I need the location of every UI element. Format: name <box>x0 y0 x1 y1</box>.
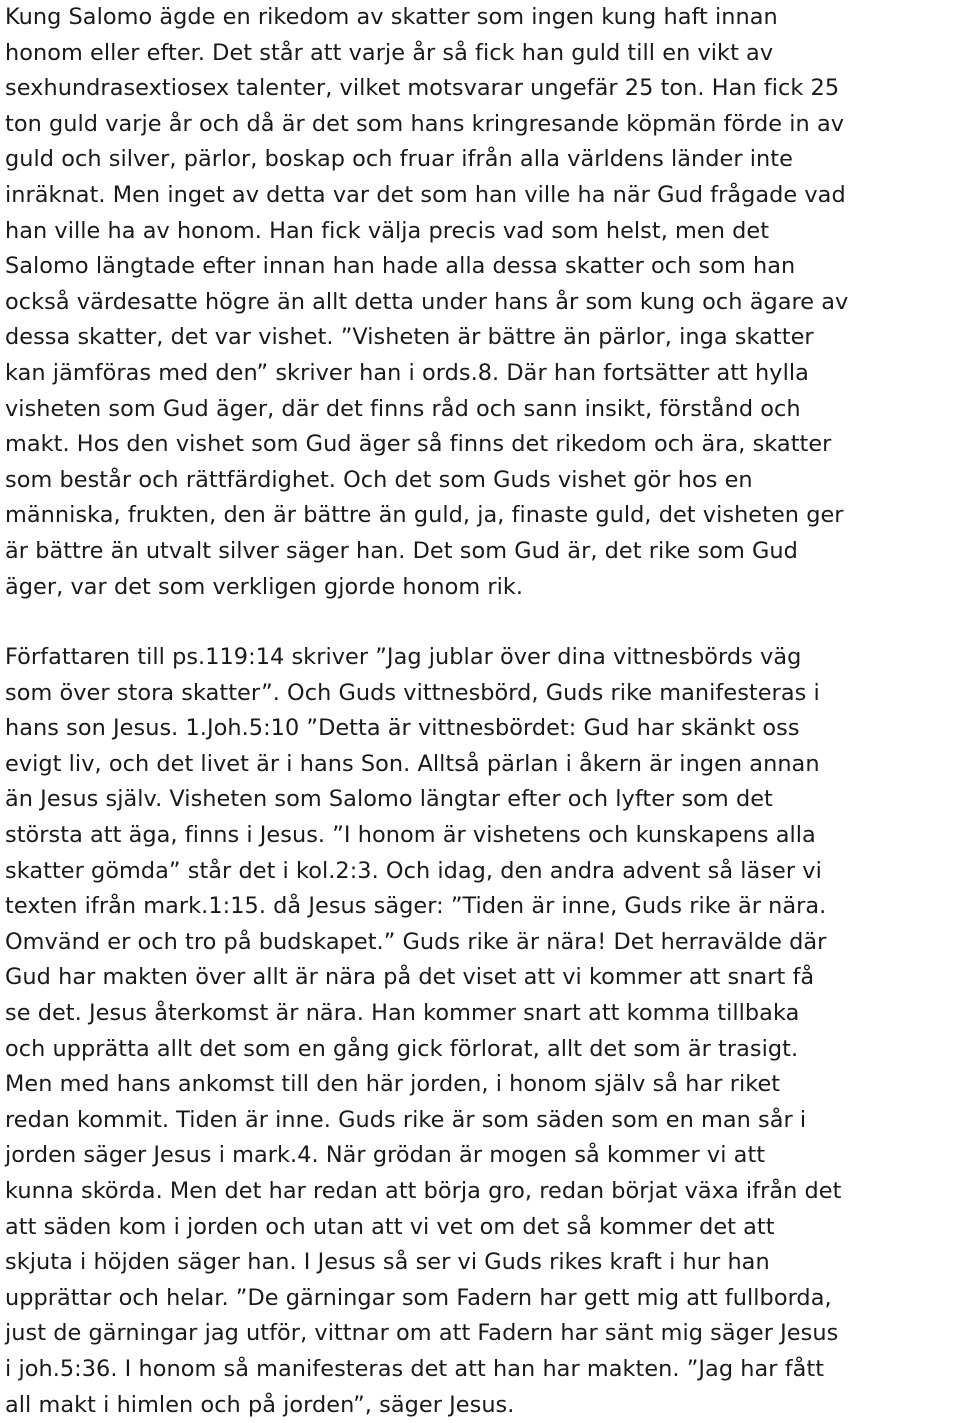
text-line: kunna skörda. Men det har redan att börja gro, redan börjat växa ifrån det <box>5 1178 842 1204</box>
text-line: människa, frukten, den är bättre än guld, ja, finaste guld, det visheten ger <box>5 502 844 529</box>
text-line: är bättre än utvalt silver säger han. Det som Gud är, det rike som Gud <box>5 537 798 564</box>
text-line: hans son Jesus. 1.Joh.5:10 ”Detta är vittnesbördet: Gud har skänkt oss <box>5 715 800 742</box>
text-line: sexhundrasextiosex talenter, vilket motsvarar ungefär 25 ton. Han fick 25 <box>5 75 840 102</box>
text-line: i joh.5:36. I honom så manifesteras det att han har makten. ”Jag har fått <box>5 1355 825 1382</box>
text-line: upprättar och helar. ”De gärningar som Fadern har gett mig att fullborda, <box>5 1284 832 1311</box>
text-line: visheten som Gud äger, där det finns råd och sann insikt, förstånd och <box>5 395 801 422</box>
text-line: kan jämföras med den” skriver han i ords.8. Där han fortsätter att hylla <box>5 359 809 386</box>
text-line: och upprätta allt det som en gång gick förlorat, allt det som är trasigt. <box>5 1035 799 1062</box>
text-line: Författaren till ps.119:14 skriver ”Jag jublar över dina vittnesbörds väg <box>5 644 802 671</box>
text-line: inräknat. Men inget av detta var det som han ville ha när Gud frågade vad <box>5 181 846 208</box>
text-line: Kung Salomo ägde en rikedom av skatter som ingen kung haft innan <box>5 4 778 30</box>
text-line: redan kommit. Tiden är inne. Guds rike är som säden som en man sår i <box>5 1106 807 1133</box>
text-line: dessa skatter, det var vishet. ”Visheten är bättre än pärlor, inga skatter <box>5 324 814 351</box>
text-line: guld och silver, pärlor, boskap och fruar ifrån alla världens länder inte <box>5 146 793 173</box>
text-line: Omvänd er och tro på budskapet.” Guds rike är nära! Det herravälde där <box>5 928 827 955</box>
text-line: honom eller efter. Det står att varje år så fick han guld till en vikt av <box>5 39 774 66</box>
text-line: än Jesus själv. Visheten som Salomo längtar efter och lyfter som det <box>5 786 773 813</box>
document-page <box>5 0 957 1423</box>
text-line: skatter gömda” står det i kol.2:3. Och idag, den andra advent så läser vi <box>5 857 822 884</box>
text-line: evigt liv, och det livet är i hans Son. Alltså pärlan i åkern är ingen annan <box>5 750 820 777</box>
text-line: all makt i himlen och på jorden”, säger Jesus. <box>5 1391 515 1418</box>
text-line: skjuta i höjden säger han. I Jesus så ser vi Guds rikes kraft i hur han <box>5 1249 770 1276</box>
text-line: makt. Hos den vishet som Gud äger så finns det rikedom och ära, skatter <box>5 431 832 458</box>
text-line: också värdesatte högre än allt detta under hans år som kung och ägare av <box>5 288 849 315</box>
text-line: Salomo längtade efter innan han hade alla dessa skatter och som han <box>5 253 796 280</box>
text-line: som består och rättfärdighet. Och det som Guds vishet gör hos en <box>5 466 753 493</box>
text-line: Men med hans ankomst till den här jorden, i honom själv så har riket <box>5 1071 781 1098</box>
paragraph-1 <box>5 0 957 605</box>
text-line: största att äga, finns i Jesus. ”I honom är vishetens och kunskapens alla <box>5 822 816 849</box>
text-line: texten ifrån mark.1:15. då Jesus säger: ”Tiden är inne, Guds rike är nära. <box>5 893 827 920</box>
text-line: se det. Jesus återkomst är nära. Han kommer snart att komma tillbaka <box>5 1000 800 1027</box>
text-line: äger, var det som verkligen gjorde honom rik. <box>5 573 524 600</box>
paragraph-2 <box>5 640 957 1423</box>
text-line: ton guld varje år och då är det som hans kringresande köpmän förde in av <box>5 110 845 137</box>
text-line: Gud har makten över allt är nära på det viset att vi kommer att snart få <box>5 964 815 991</box>
text-line: han ville ha av honom. Han fick välja precis vad som helst, men det <box>5 217 770 244</box>
text-line: jorden säger Jesus i mark.4. När grödan är mogen så kommer vi att <box>5 1142 766 1169</box>
text-line: just de gärningar jag utför, vittnar om att Fadern har sänt mig säger Jesus <box>5 1320 839 1347</box>
text-line: att säden kom i jorden och utan att vi vet om det så kommer det att <box>5 1213 775 1240</box>
text-line: som över stora skatter”. Och Guds vittnesbörd, Guds rike manifesteras i <box>5 679 820 706</box>
